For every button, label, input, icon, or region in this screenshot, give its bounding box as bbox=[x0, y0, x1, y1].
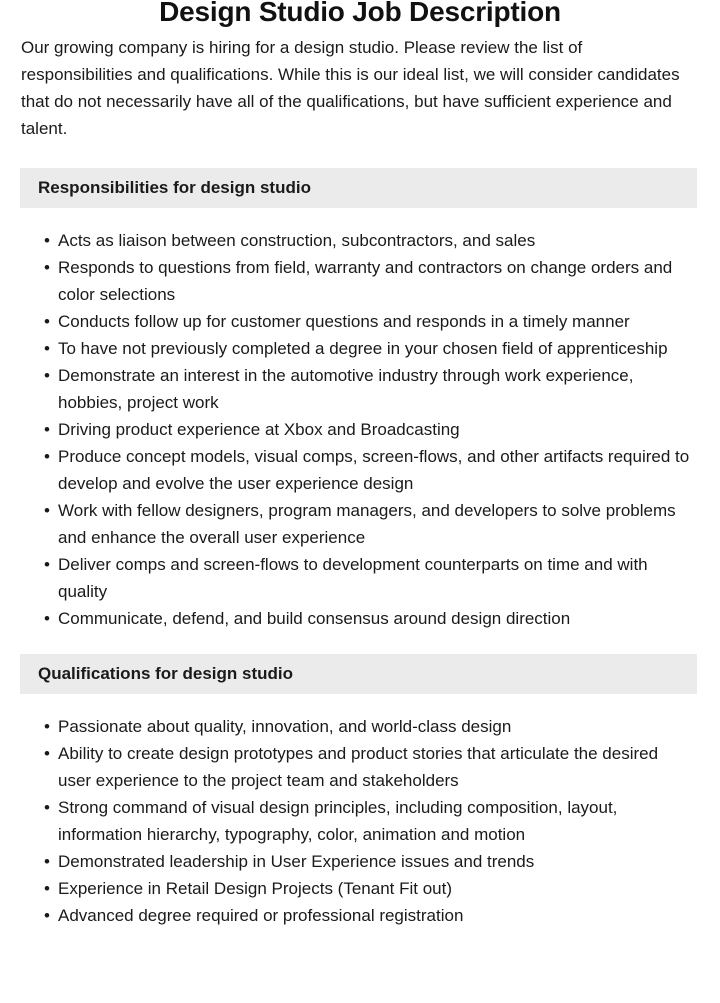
list-item: • Deliver comps and screen-flows to development counterparts on time and with quality bbox=[58, 551, 691, 605]
list-item: • Experience in Retail Design Projects (Tenant Fit out) bbox=[58, 875, 691, 902]
list-item: • Demonstrated leadership in User Experience issues and trends bbox=[58, 848, 691, 875]
list-item: • Strong command of visual design principles, including composition, layout, information hierarchy, typography, color, animation and motion bbox=[58, 794, 691, 848]
list-item: • Passionate about quality, innovation, and world-class design bbox=[58, 713, 691, 740]
list-item: • Conducts follow up for customer questions and responds in a timely manner bbox=[58, 308, 691, 335]
list-item: • Ability to create design prototypes and product stories that articulate the desired user experience to the project team and stakeholders bbox=[58, 740, 691, 794]
list-item: • Work with fellow designers, program managers, and developers to solve problems and enhance the overall user experience bbox=[58, 497, 691, 551]
section-header-responsibilities bbox=[20, 168, 697, 208]
list-item: • Produce concept models, visual comps, screen-flows, and other artifacts required to develop and evolve the user experience design bbox=[58, 443, 691, 497]
qualifications-list bbox=[0, 713, 720, 929]
section-header-qualifications bbox=[20, 654, 697, 694]
intro-paragraph: Our growing company is hiring for a design studio. Please review the list of responsibilities and qualifications. While this is our ideal list, we will consider candidates that do not necessarily have all of the qualifications, but have sufficient experience and talent. bbox=[21, 38, 680, 138]
list-item: • Acts as liaison between construction, subcontractors, and sales bbox=[58, 227, 691, 254]
list-item: • Responds to questions from field, warranty and contractors on change orders and color selections bbox=[58, 254, 691, 308]
spacer bbox=[0, 694, 720, 713]
responsibilities-list bbox=[0, 227, 720, 632]
list-item: • Driving product experience at Xbox and Broadcasting bbox=[58, 416, 691, 443]
list-item: • Demonstrate an interest in the automotive industry through work experience, hobbies, project work bbox=[58, 362, 691, 416]
section-header-responsibilities-label: Responsibilities for design studio bbox=[38, 178, 311, 197]
list-item: • Advanced degree required or professional registration bbox=[58, 902, 691, 929]
spacer bbox=[0, 142, 720, 168]
list-item: • Communicate, defend, and build consensus around design direction bbox=[58, 605, 691, 632]
page-title: Design Studio Job Description bbox=[159, 0, 561, 27]
spacer bbox=[0, 208, 720, 227]
spacer bbox=[0, 632, 720, 654]
list-item: • To have not previously completed a degree in your chosen field of apprenticeship bbox=[58, 335, 691, 362]
section-header-qualifications-label: Qualifications for design studio bbox=[38, 664, 294, 683]
